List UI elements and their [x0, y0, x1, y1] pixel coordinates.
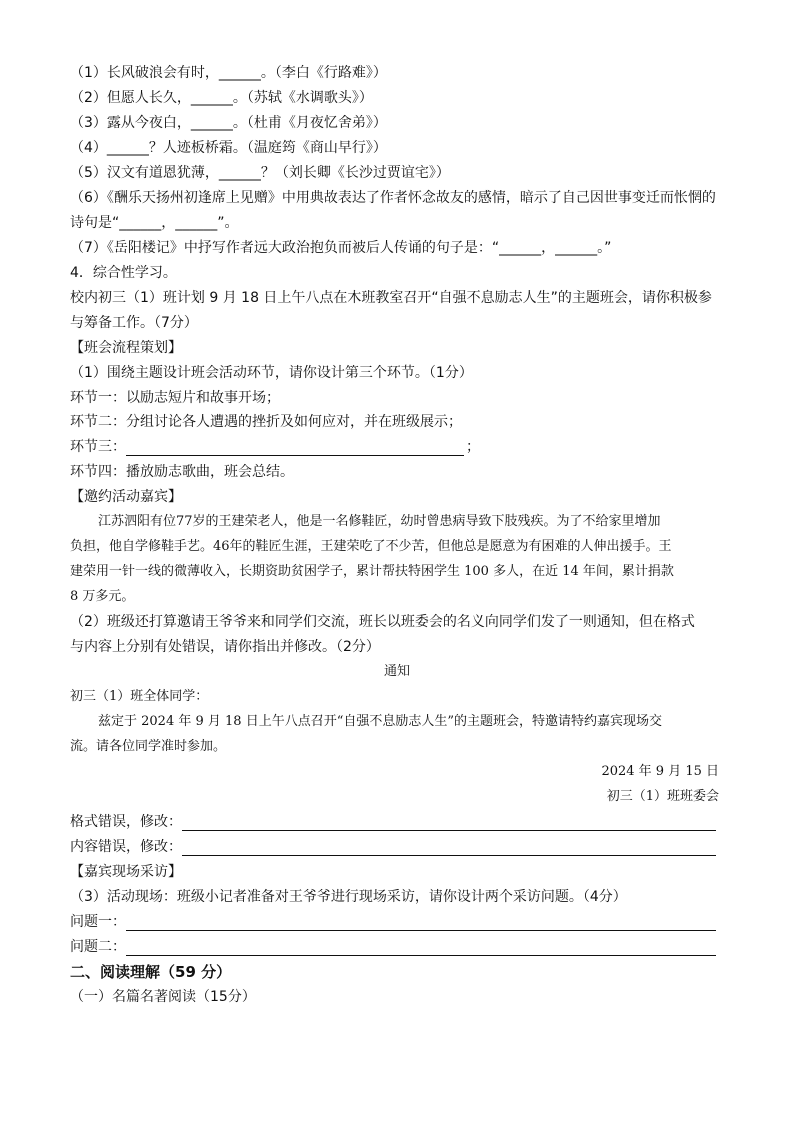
material-line-3: 建荣用一针一线的微薄收入，长期资助贫困学子，累计帮扶特困学生 100 多人，在近 14 年间，累计捐款: [70, 564, 674, 579]
question-4-title: 4．综合性学习。: [70, 265, 177, 281]
fill-blank-6a: （6）《酬乐天扬州初逢席上见赠》中用典故表达了作者怀念故友的感情，暗示了自己因世事变迁而怅惘的: [70, 190, 716, 206]
material-line-1: 江苏泗阳有位77岁的王建荣老人，他是一名修鞋匠，幼时曾患病导致下肢残疾。为了不给家里增加: [98, 514, 661, 529]
notice-title: 通知: [383, 664, 410, 679]
step-2: 环节二：分组讨论各人遭遇的挫折及如何应对，并在班级展示；: [70, 414, 462, 430]
section-interview-heading: 【嘉宾现场采访】: [70, 864, 182, 880]
notice-body-1: 兹定于 2024 年 9 月 18 日上午八点召开“自强不息励志人生”的主题班会，特邀请特约嘉宾现场交: [98, 714, 662, 729]
sub-question-3: （3）活动现场：班级小记者准备对王爷爷进行现场采访，请你设计两个采访问题。（4分）: [70, 889, 627, 905]
fill-blank-6b: 诗句是“______，______”。: [70, 215, 239, 231]
sub-question-2b: 与内容上分别有处错误，请你指出并修改。（2分）: [70, 639, 380, 655]
interview-question-1-label: 问题一：: [70, 914, 126, 930]
fill-blank-1: （1）长风破浪会有时，______。（李白《行路难》）: [70, 65, 387, 81]
material-line-4: 8 万多元。: [70, 589, 135, 604]
notice-body-2: 流。请各位同学准时参加。: [70, 739, 227, 754]
step-3-answer-line[interactable]: [126, 455, 464, 456]
section-plan-heading: 【班会流程策划】: [70, 340, 182, 356]
section-guest-heading: 【邀约活动嘉宾】: [70, 489, 182, 505]
question-4-intro-a: 校内初三（1）班计划 9 月 18 日上午八点在木班教室召开“自强不息励志人生”的主题班会，请你积极参: [70, 290, 712, 306]
question-4-intro-b: 与筹备工作。（7分）: [70, 315, 198, 331]
notice-recipient: 初三（1）班全体同学：: [70, 689, 209, 704]
material-line-2: 负担，他自学修鞋手艺。46年的鞋匠生涯，王建荣吃了不少苦，但他总是愿意为有困难的人伸出援手。王: [70, 539, 672, 554]
interview-question-1-answer-line[interactable]: [126, 930, 716, 931]
sub-question-1: （1）围绕主题设计班会活动环节，请你设计第三个环节。（1分）: [70, 365, 473, 381]
notice-signature: 初三（1）班班委会: [606, 789, 719, 804]
interview-question-2-answer-line[interactable]: [126, 955, 716, 956]
part-2-subheading: （一）名篇名著阅读（15分）: [70, 989, 256, 1005]
step-4: 环节四：播放励志歌曲，班会总结。: [70, 464, 294, 480]
fill-blank-7: （7）《岳阳楼记》中抒写作者远大政治抱负而被后人传诵的句子是：“______，______。”: [70, 240, 612, 256]
content-error-answer-line[interactable]: [182, 855, 716, 856]
fill-blank-4: （4）______？人迹板桥霜。（温庭筠《商山早行》）: [70, 140, 387, 156]
sub-question-2a: （2）班级还打算邀请王爷爷来和同学们交流，班长以班委会的名义向同学们发了一则通知，但在格式: [70, 614, 695, 630]
content-error-label: 内容错误，修改：: [70, 839, 182, 855]
part-2-heading: 二、阅读理解（59 分）: [70, 963, 232, 981]
interview-question-2-label: 问题二：: [70, 939, 126, 955]
fill-blank-5: （5）汉文有道恩犹薄，______？（刘长卿《长沙过贾谊宅》）: [70, 165, 450, 181]
fill-blank-3: （3）露从今夜白，______。（杜甫《月夜忆舍弟》）: [70, 115, 387, 131]
format-error-label: 格式错误，修改：: [70, 814, 182, 830]
step-3-end: ；: [466, 439, 480, 455]
notice-date: 2024 年 9 月 15 日: [601, 764, 719, 779]
step-3-label: 环节三：: [70, 439, 126, 455]
fill-blank-2: （2）但愿人长久，______。（苏轼《水调歌头》）: [70, 90, 373, 106]
format-error-answer-line[interactable]: [182, 830, 716, 831]
step-1: 环节一：以励志短片和故事开场；: [70, 390, 280, 406]
